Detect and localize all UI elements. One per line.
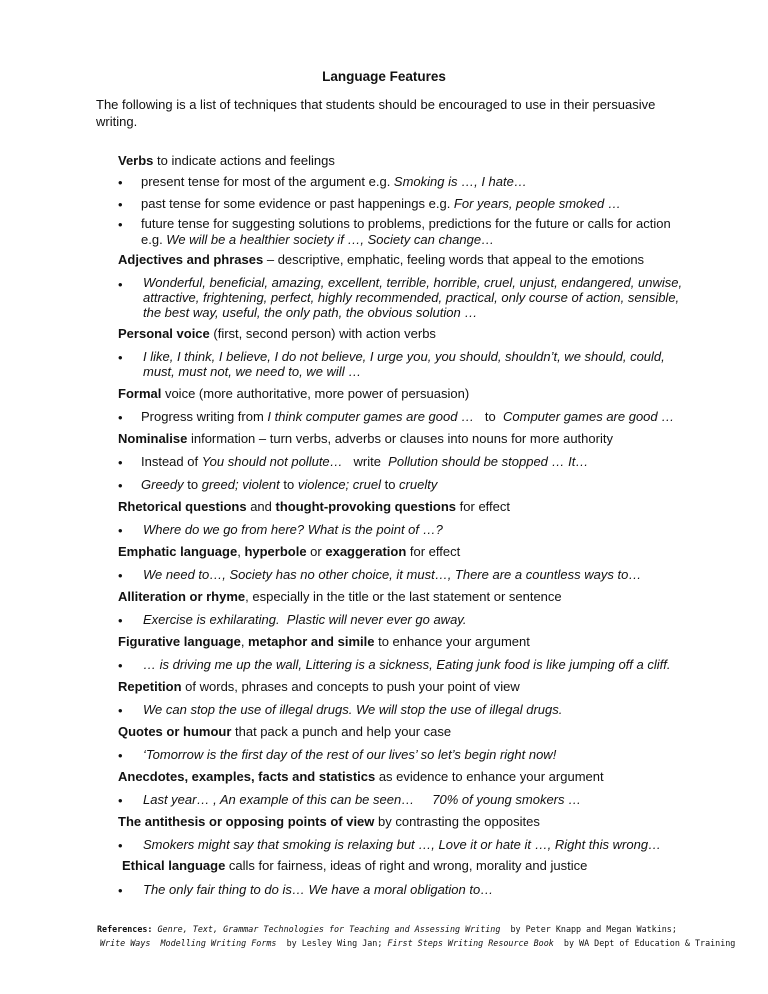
emphatic-example: We need to…, Society has no other choice, it must…, There are a countless ways to…	[143, 567, 642, 582]
bullet: •	[118, 277, 123, 292]
bullet: •	[118, 883, 123, 898]
bullet: •	[118, 748, 123, 763]
references-line-1: References: Genre, Text, Grammar Technologies for Teaching and Assessing Writing by Peter Knapp and Megan Watkins;	[97, 924, 677, 934]
heading-nominalise: Nominalise information – turn verbs, adverbs or clauses into nouns for more authority	[118, 431, 613, 446]
bullet: •	[118, 217, 123, 232]
heading-anecdotes: Anecdotes, examples, facts and statistics as evidence to enhance your argument	[118, 769, 604, 784]
bullet: •	[118, 523, 123, 538]
heading-figurative-language: Figurative language, metaphor and simile to enhance your argument	[118, 634, 530, 649]
verbs-item-present: present tense for most of the argument e.g. Smoking is …, I hate…	[141, 174, 527, 189]
verbs-item-past: past tense for some evidence or past happenings e.g. For years, people smoked …	[141, 196, 621, 211]
bullet: •	[118, 350, 123, 365]
intro-paragraph: The following is a list of techniques that students should be encouraged to use in their persuasive writing.	[96, 97, 656, 129]
figurative-example: … is driving me up the wall, Littering is a sickness, Eating junk food is like jumping off a cliff.	[143, 657, 671, 672]
bullet: •	[118, 568, 123, 583]
heading-adjectives: Adjectives and phrases – descriptive, emphatic, feeling words that appeal to the emotions	[118, 252, 645, 267]
personal-example-line-1: I like, I think, I believe, I do not believe, I urge you, you should, shouldn’t, we should, could,	[143, 349, 665, 364]
heading-personal-voice: Personal voice (first, second person) with action verbs	[118, 326, 436, 341]
heading-verbs: Verbs to indicate actions and feelings	[118, 153, 335, 168]
verbs-item-future: future tense for suggesting solutions to problems, predictions for the future or calls for action	[141, 216, 671, 231]
heading-antithesis: The antithesis or opposing points of view by contrasting the opposites	[118, 814, 540, 829]
bullet: •	[118, 838, 123, 853]
bullet: •	[118, 658, 123, 673]
heading-emphatic-language: Emphatic language, hyperbole or exaggeration for effect	[118, 544, 461, 559]
adjectives-example-line-3: the best way, useful, the only path, the obvious solution …	[143, 305, 478, 320]
heading-formal: Formal voice (more authoritative, more power of persuasion)	[118, 386, 470, 401]
antithesis-example: Smokers might say that smoking is relaxing but …, Love it or hate it …, Right this wrong…	[143, 837, 662, 852]
nominalise-example-2: Greedy to greed; violent to violence; cruel to cruelty	[141, 477, 438, 492]
formal-example: Progress writing from I think computer games are good … to Computer games are good …	[141, 409, 675, 424]
adjectives-example-line-2: attractive, frightening, perfect, highly recommended, practical, only course of action, sensible,	[143, 290, 680, 305]
heading-rhetorical-questions: Rhetorical questions and thought-provoking questions for effect	[118, 499, 511, 514]
heading-repetition: Repetition of words, phrases and concepts to push your point of view	[118, 679, 520, 694]
heading-ethical-language: Ethical language calls for fairness, ideas of right and wrong, morality and justice	[122, 858, 588, 873]
nominalise-example-1: Instead of You should not pollute… write Pollution should be stopped … It…	[141, 454, 589, 469]
verbs-item-future-example: e.g. We will be a healthier society if …, Society can change…	[141, 232, 495, 247]
bullet: •	[118, 175, 123, 190]
heading-quotes-humour: Quotes or humour that pack a punch and help your case	[118, 724, 452, 739]
bullet: •	[118, 197, 123, 212]
bullet: •	[118, 478, 123, 493]
bullet: •	[118, 613, 123, 628]
anecdotes-example: Last year… , An example of this can be seen… 70% of young smokers …	[143, 792, 582, 807]
bullet: •	[118, 793, 123, 808]
page-title: Language Features	[322, 69, 446, 84]
bullet: •	[118, 410, 123, 425]
ethical-example: The only fair thing to do is… We have a moral obligation to…	[143, 882, 494, 897]
adjectives-example-line-1: Wonderful, beneficial, amazing, excellent, terrible, horrible, cruel, unjust, endangered, unwise,	[143, 275, 683, 290]
personal-example-line-2: must, must not, we need to, we will …	[143, 364, 362, 379]
bullet: •	[118, 703, 123, 718]
alliteration-example: Exercise is exhilarating. Plastic will never ever go away.	[143, 612, 467, 627]
repetition-example: We can stop the use of illegal drugs. We will stop the use of illegal drugs.	[143, 702, 563, 717]
rhetorical-example: Where do we go from here? What is the point of …?	[143, 522, 443, 537]
quotes-example: ‘Tomorrow is the first day of the rest of our lives’ so let’s begin right now!	[143, 747, 557, 762]
heading-alliteration: Alliteration or rhyme, especially in the title or the last statement or sentence	[118, 589, 562, 604]
bullet: •	[118, 455, 123, 470]
references-line-2: Write Ways Modelling Writing Forms by Lesley Wing Jan; First Steps Writing Resource Book by WA Dept of Education & Training	[100, 938, 736, 948]
